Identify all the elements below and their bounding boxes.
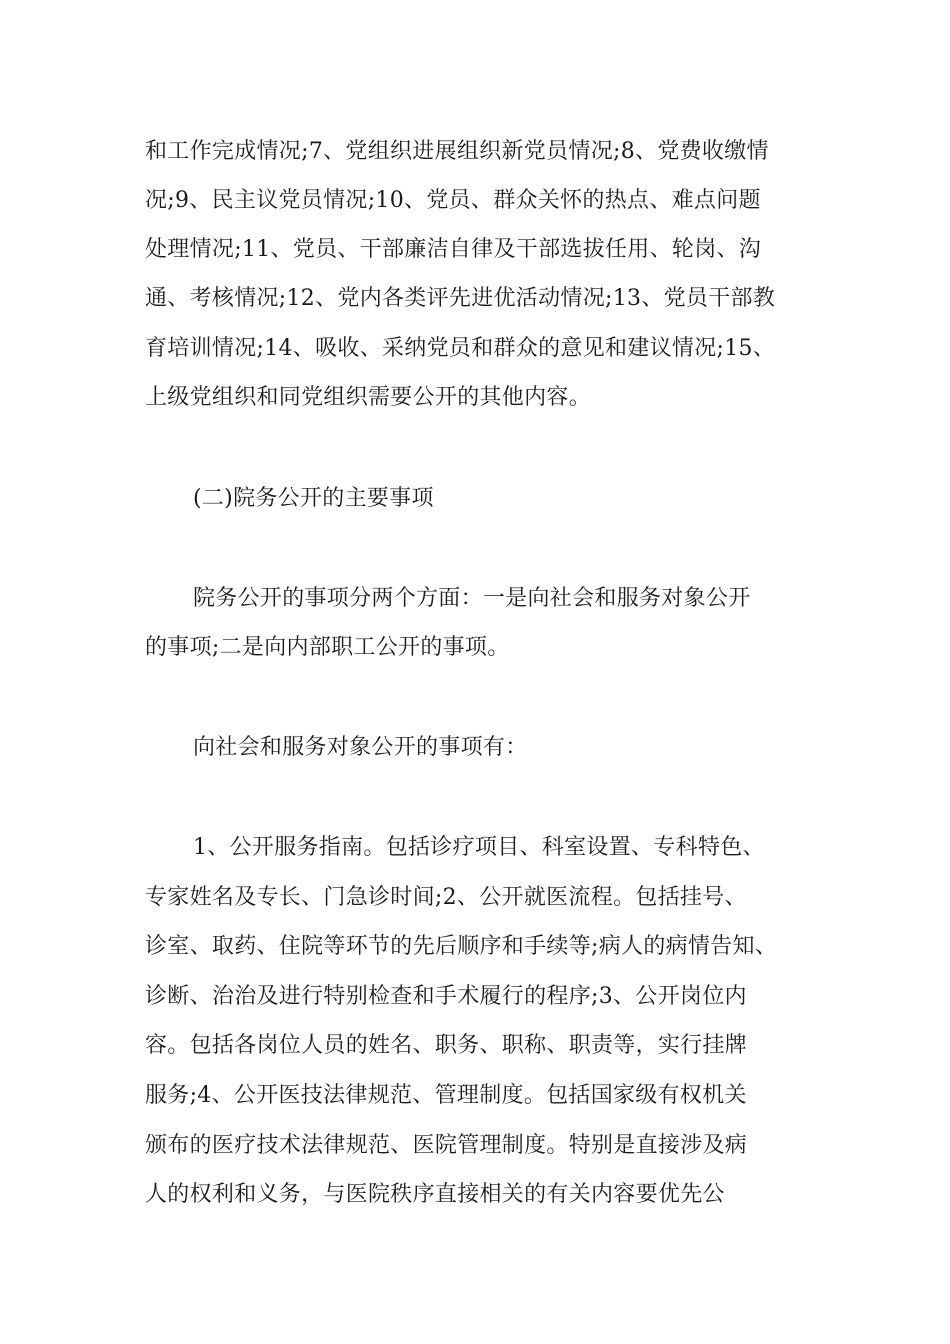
- paragraph-4-line: 诊断、治治及进行特别检查和手术履行的程序;3、公开岗位内: [145, 984, 747, 1009]
- paragraph-3-line: 向社会和服务对象公开的事项有：: [193, 735, 528, 760]
- paragraph-1-line: 通、考核情况;12、党内各类评先进优活动情况;13、党员干部教: [145, 286, 776, 311]
- paragraph-4-line: 人的权利和义务，与医院秩序直接相关的有关内容要优先公: [145, 1182, 725, 1207]
- paragraph-1-line: 上级党组织和同党组织需要公开的其他内容。: [145, 385, 592, 410]
- paragraph-4-line: 专家姓名及专长、门急诊时间;2、公开就医流程。包括挂号、: [145, 885, 747, 910]
- paragraph-1-line: 育培训情况;14、吸收、采纳党员和群众的意见和建议情况;15、: [145, 336, 776, 361]
- paragraph-4-line: 服务;4、公开医技法律规范、管理制度。包括国家级有权机关: [145, 1083, 747, 1108]
- paragraph-1-line: 处理情况;11、党员、干部廉洁自律及干部选拔任用、轮岗、沟: [145, 237, 762, 262]
- paragraph-1-line: 况;9、民主议党员情况;10、党员、群众关怀的热点、难点问题: [145, 188, 761, 213]
- section-heading: (二)院务公开的主要事项: [193, 486, 434, 511]
- paragraph-2-line: 的事项;二是向内部职工公开的事项。: [145, 635, 510, 660]
- paragraph-1-line: 和工作完成情况;7、党组织进展组织新党员情况;8、党费收缴情: [145, 139, 769, 164]
- paragraph-4-line: 颁布的医疗技术法律规范、医院管理制度。特别是直接涉及病: [145, 1133, 748, 1158]
- paragraph-4-line: 容。包括各岗位人员的姓名、职务、职称、职责等，实行挂牌: [145, 1033, 748, 1058]
- paragraph-4-line: 诊室、取药、住院等环节的先后顺序和手续等;病人的病情告知、: [145, 934, 778, 959]
- paragraph-2-line: 院务公开的事项分两个方面：一是向社会和服务对象公开: [193, 586, 751, 611]
- paragraph-4-line: 1、公开服务指南。包括诊疗项目、科室设置、专科特色、: [193, 835, 765, 860]
